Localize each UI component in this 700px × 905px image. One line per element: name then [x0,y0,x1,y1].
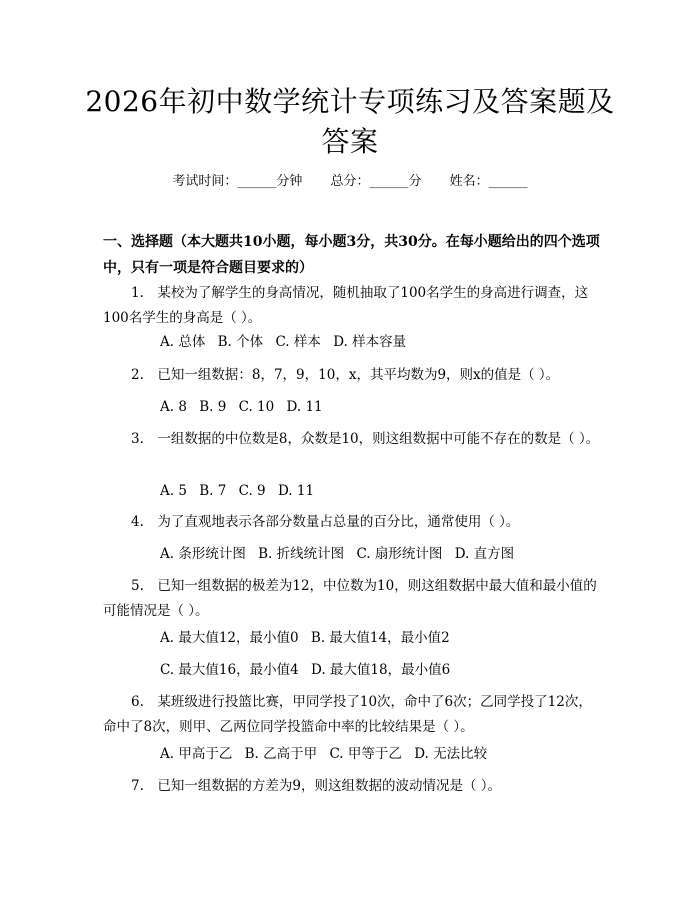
option-c: C. 最大值16，最小值4 [160,662,299,678]
question-3: 3. 一组数据的中位数是8，众数是10，则这组数据中可能不存在的数是（ ）。 [131,431,600,447]
option-b: B. 最大值14，最小值2 [310,630,450,646]
option-d: D. 11 [286,399,323,415]
question-4: 4. 为了直观地表示各部分数量占总量的百分比，通常使用（ ）。 [131,514,520,530]
option-c: C. 样本 [275,334,321,350]
page-title: 2026年初中数学统计专项练习及答案题及答案 [85,85,615,158]
option-c: C. 扇形统计图 [356,546,443,562]
question-2-options [160,396,620,418]
option-a: A. 8 [160,399,187,415]
question-7: 7. 已知一组数据的方差为9，则这组数据的波动情况是（ ）。 [131,778,502,794]
question-4-options [160,543,620,565]
question-1-options [160,331,620,353]
option-c: C. 10 [238,399,275,415]
option-c: C. 甲等于乙 [329,746,402,762]
section-heading: 一、选择题（本大题共10小题，每小题3分，共30分。在每小题给出的四个选项中，只有一项是符合题目要求的） [103,234,600,276]
question-6-options [160,743,620,765]
option-b: B. 个体 [217,334,264,350]
option-a: A. 条形统计图 [160,546,246,562]
option-d: D. 无法比较 [414,746,488,762]
option-d: D. 最大值18，最小值6 [311,662,451,678]
option-a: A. 甲高于乙 [160,746,233,762]
option-a: A. 5 [160,483,187,499]
exam-time: 考试时间：______分钟 [172,174,303,189]
question-5-options-row1 [160,627,620,649]
question-5: 5. 已知一组数据的极差为12，中位数为10，则这组数据中最大值和最小值的可能情况是（ ）。 [103,578,597,619]
question-5-options-row2 [160,659,620,681]
question-6: 6. 某班级进行投篮比赛，甲同学投了10次，命中了6次；乙同学投了12次，命中了8次，则甲、乙两位同学投篮命中率的比较结果是（ ）。 [103,694,592,735]
option-d: D. 直方图 [454,546,515,562]
question-1: 1. 某校为了解学生的身高情况，随机抽取了100名学生的身高进行调查，这100名学生的身高是（ ）。 [103,285,589,326]
option-b: B. 折线统计图 [258,546,345,562]
exam-meta [0,170,700,189]
exam-name: 姓名：______ [449,174,528,189]
option-b: B. 9 [199,399,227,415]
option-b: B. 7 [199,483,227,499]
option-a: A. 最大值12，最小值0 [160,630,299,646]
option-d: D. 11 [277,483,315,499]
question-2: 2. 已知一组数据：8，7，9，10，x，其平均数为9，则x的值是（ ）。 [131,367,560,383]
question-3-options [160,480,620,502]
option-b: B. 乙高于甲 [244,746,318,762]
exam-score: 总分：______分 [330,174,422,189]
option-d: D. 样本容量 [333,334,407,350]
option-a: A. 总体 [160,334,206,350]
option-c: C. 9 [238,483,266,499]
